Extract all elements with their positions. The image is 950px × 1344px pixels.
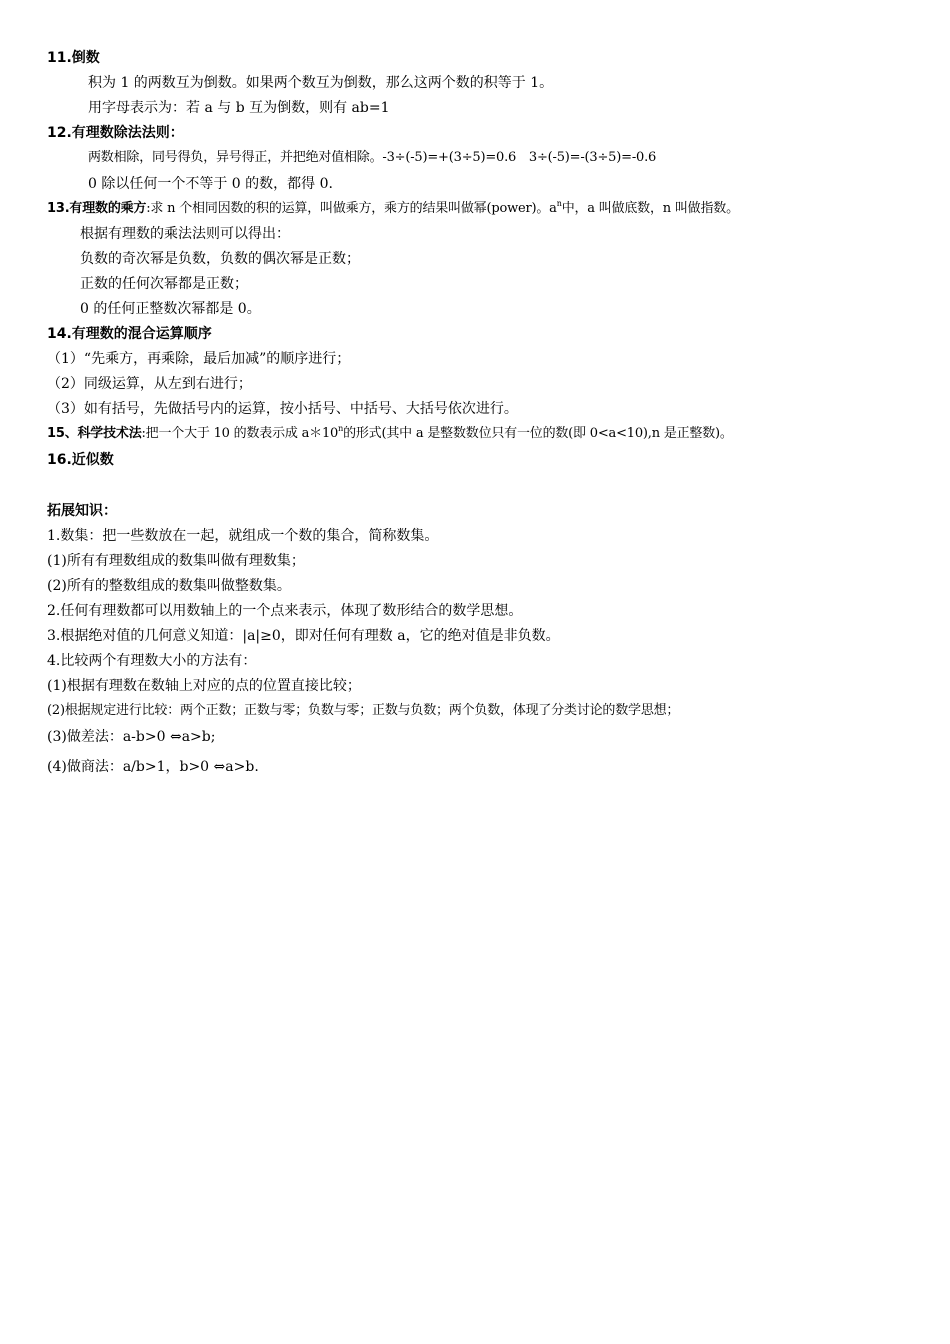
- extension-heading: 拓展知识：: [47, 503, 117, 519]
- extension-line-6: 4.比较两个有理数大小的方法有：: [47, 653, 257, 669]
- section-14-item-1: （1）“先乘方，再乘除，最后加减”的顺序进行；: [47, 351, 351, 367]
- section-13-text-a: :求 n 个相同因数的积的运算，叫做乘方，乘方的结果叫做幂(power)。a: [146, 201, 557, 216]
- section-14-heading: 14.有理数的混合运算顺序: [47, 326, 212, 342]
- section-14-item-2: （2）同级运算，从左到右进行；: [47, 376, 252, 392]
- section-13-text-b: 中，a 叫做底数，n 叫做指数。: [561, 201, 739, 216]
- extension-line-9: (3)做差法：a-b>0 ⇔a>b;: [47, 729, 216, 745]
- section-15-heading: 15、科学技术法: [47, 426, 142, 441]
- section-12-heading: 12.有理数除法法则：: [47, 125, 184, 141]
- section-13-line-2: 负数的奇次幂是负数，负数的偶次幂是正数；: [80, 251, 360, 267]
- section-16-heading: 16.近似数: [47, 452, 114, 468]
- section-13-line-1: 根据有理数的乘法法则可以得出：: [80, 226, 290, 242]
- extension-line-2: (1)所有有理数组成的数集叫做有理数集；: [47, 553, 305, 569]
- section-13-heading: 13.有理数的乘方: [47, 201, 147, 216]
- section-13-line-4: 0 的任何正整数次幂都是 0。: [80, 301, 261, 317]
- section-15-definition: [47, 425, 733, 443]
- extension-line-3: (2)所有的整数组成的数集叫做整数集。: [47, 578, 291, 594]
- section-15-text-b: 的形式(其中 a 是整数数位只有一位的数(即 0<a<10),n 是正整数)。: [343, 426, 733, 441]
- section-14-item-3: （3）如有括号，先做括号内的运算，按小括号、中括号、大括号依次进行。: [47, 401, 518, 417]
- extension-line-8: (2)根据规定进行比较：两个正数；正数与零；负数与零；正数与负数；两个负数，体现了分类讨论的数学思想；: [47, 703, 680, 718]
- section-13-definition: [47, 200, 739, 218]
- section-15-superscript: n: [338, 424, 344, 433]
- section-12-line-2: 0 除以任何一个不等于 0 的数，都得 0.: [88, 176, 333, 192]
- section-13-line-3: 正数的任何次幂都是正数；: [80, 276, 248, 292]
- section-13-superscript: n: [556, 199, 562, 208]
- section-11-line-1: 积为 1 的两数互为倒数。如果两个数互为倒数，那么这两个数的积等于 1。: [88, 75, 554, 91]
- section-11-line-2: 用字母表示为：若 a 与 b 互为倒数，则有 ab=1: [88, 100, 390, 116]
- extension-line-4: 2.任何有理数都可以用数轴上的一个点来表示，体现了数形结合的数学思想。: [47, 603, 523, 619]
- extension-line-5: 3.根据绝对值的几何意义知道：|a|≥0，即对任何有理数 a，它的绝对值是非负数。: [47, 628, 560, 644]
- section-11-heading: 11.倒数: [47, 50, 100, 66]
- section-15-text-a: :把一个大于 10 的数表示成 a＊10: [141, 426, 339, 441]
- section-12-line-1: 两数相除，同号得负，异号得正，并把绝对值相除。-3÷(-5)=+(3÷5)=0.6 3÷(-5)=-(3÷5)=-0.6: [88, 150, 657, 165]
- extension-line-1: 1.数集：把一些数放在一起，就组成一个数的集合，简称数集。: [47, 528, 439, 544]
- extension-line-10: (4)做商法：a/b>1，b>0 ⇔a>b.: [47, 759, 259, 775]
- extension-line-7: (1)根据有理数在数轴上对应的点的位置直接比较；: [47, 678, 361, 694]
